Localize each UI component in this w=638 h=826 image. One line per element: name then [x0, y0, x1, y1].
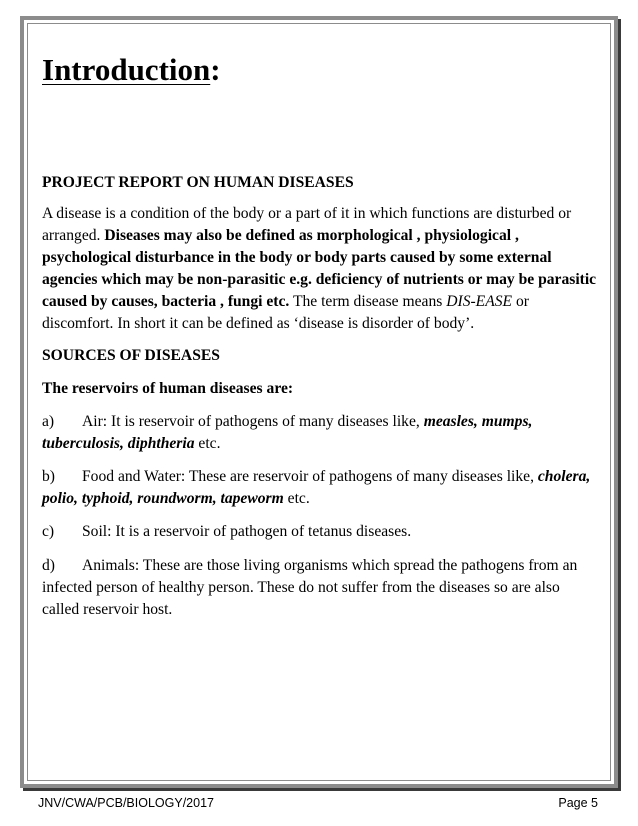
sources-heading: SOURCES OF DISEASES	[42, 347, 220, 364]
list-item-c	[42, 521, 598, 543]
intro-text-3: The term disease means	[289, 293, 447, 310]
page-footer	[38, 796, 598, 814]
page-border-inner	[27, 23, 611, 781]
intro-dis-ease: DIS-EASE	[446, 293, 513, 310]
page-heading	[42, 50, 598, 90]
list-item-d	[42, 555, 598, 621]
list-item-a	[42, 411, 598, 455]
list-item-c-text: Soil: It is a reservoir of pathogen of tetanus diseases.	[82, 523, 412, 540]
list-item-d-text: Animals: These are those living organisms which spread the pathogens from an infected person of healthy person. These do not suffer from the diseases so are also called reservoir host.	[42, 557, 578, 618]
intro-text-1: A disease is a condition of the body or a part of it in which functions are disturbed or arranged.	[42, 205, 572, 244]
intro-definition: Diseases may also be defined as morphological , physiological , psychological disturbance in the body or body parts caused by some external agencies which may be non-parasitic e.g. deficiency of nutrients or may be parasitic caused by causes, bacteria , fungi etc.	[42, 227, 597, 310]
list-marker-c: c)	[42, 523, 55, 540]
footer-document-code: JNV/CWA/PCB/BIOLOGY/2017	[38, 796, 214, 810]
list-item-a-text: Air: It is reservoir of pathogens of many diseases like,	[82, 413, 424, 430]
list-marker-d: d)	[42, 557, 55, 574]
list-item-b	[42, 466, 598, 510]
list-item-a-diseases: measles, mumps, tuberculosis, diphtheria	[42, 413, 533, 452]
list-item-a-etc: etc.	[194, 435, 221, 452]
heading-colon: :	[210, 52, 221, 87]
list-marker-b: b)	[42, 468, 55, 485]
list-marker-a: a)	[42, 413, 55, 430]
project-title: PROJECT REPORT ON HUMAN DISEASES	[42, 174, 354, 191]
list-item-b-diseases: cholera, polio, typhoid, roundworm, tapeworm	[42, 468, 591, 507]
reservoirs-heading: The reservoirs of human diseases are:	[42, 380, 294, 397]
list-item-b-text: Food and Water: These are reservoir of pathogens of many diseases like,	[82, 468, 538, 485]
intro-text-5: or discomfort. In short it can be defined as ‘disease is disorder of body’.	[42, 293, 529, 332]
list-item-b-etc: etc.	[283, 490, 310, 507]
footer-page-number: Page 5	[558, 796, 598, 810]
intro-paragraph	[42, 203, 598, 335]
page-content	[42, 50, 598, 618]
page-border	[20, 16, 618, 788]
heading-word: Introduction	[42, 52, 211, 87]
